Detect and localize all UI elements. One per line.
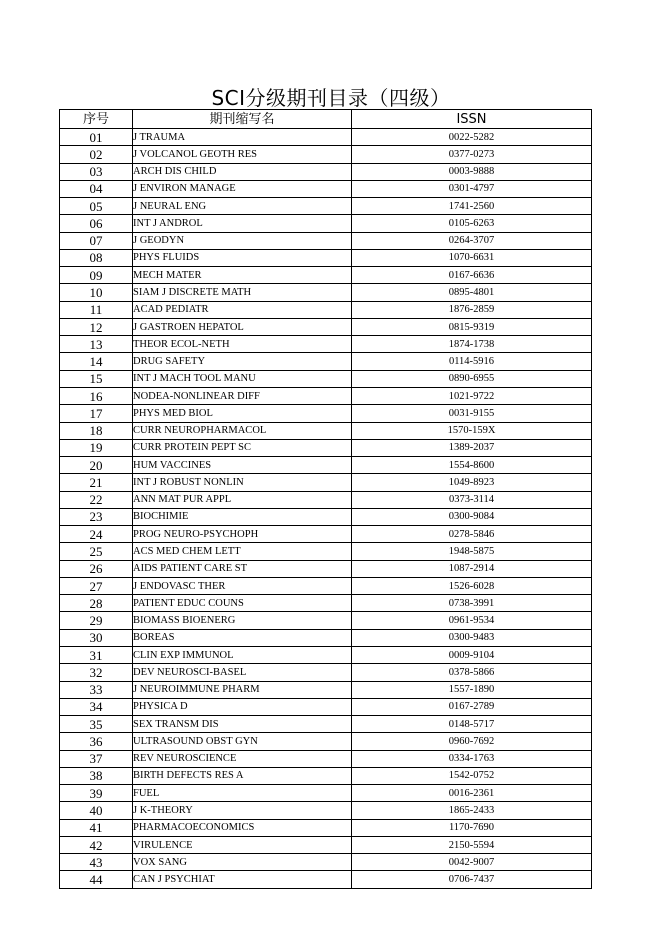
row-number: 03	[60, 163, 133, 180]
row-number: 05	[60, 198, 133, 215]
table-row	[60, 163, 592, 180]
journal-name: INT J ANDROL	[133, 215, 352, 232]
row-number: 15	[60, 370, 133, 387]
table-row	[60, 232, 592, 249]
table-row	[60, 560, 592, 577]
table-row	[60, 767, 592, 784]
row-number: 17	[60, 405, 133, 422]
journal-name: CLIN EXP IMMUNOL	[133, 646, 352, 663]
table-row	[60, 387, 592, 404]
issn-value: 0960-7692	[352, 733, 592, 750]
row-number: 29	[60, 612, 133, 629]
row-number: 16	[60, 387, 133, 404]
table-row	[60, 180, 592, 197]
issn-value: 0009-9104	[352, 646, 592, 663]
journal-name: J ENDOVASC THER	[133, 577, 352, 594]
issn-value: 0114-5916	[352, 353, 592, 370]
issn-value: 1070-6631	[352, 249, 592, 266]
row-number: 26	[60, 560, 133, 577]
row-number: 19	[60, 439, 133, 456]
issn-value: 0890-6955	[352, 370, 592, 387]
table-row	[60, 750, 592, 767]
row-number: 30	[60, 629, 133, 646]
issn-value: 1876-2859	[352, 301, 592, 318]
journal-name: BIRTH DEFECTS RES A	[133, 767, 352, 784]
header-name: 期刊缩写名	[133, 110, 352, 129]
table-row	[60, 267, 592, 284]
row-number: 11	[60, 301, 133, 318]
journal-table	[59, 109, 592, 889]
journal-name: MECH MATER	[133, 267, 352, 284]
row-number: 07	[60, 232, 133, 249]
issn-value: 0706-7437	[352, 871, 592, 888]
issn-value: 0738-3991	[352, 595, 592, 612]
table-row	[60, 491, 592, 508]
issn-value: 0148-5717	[352, 716, 592, 733]
issn-value: 1049-8923	[352, 474, 592, 491]
issn-value: 0105-6263	[352, 215, 592, 232]
issn-value: 0377-0273	[352, 146, 592, 163]
issn-value: 1021-9722	[352, 387, 592, 404]
table-row	[60, 353, 592, 370]
journal-name: DRUG SAFETY	[133, 353, 352, 370]
row-number: 14	[60, 353, 133, 370]
table-row	[60, 284, 592, 301]
journal-name: ARCH DIS CHILD	[133, 163, 352, 180]
issn-value: 0278-5846	[352, 526, 592, 543]
page-title: SCI分级期刊目录（四级）	[211, 86, 451, 110]
issn-value: 0264-3707	[352, 232, 592, 249]
journal-name: J K-THEORY	[133, 802, 352, 819]
journal-name: J GEODYN	[133, 232, 352, 249]
row-number: 27	[60, 577, 133, 594]
journal-name: VOX SANG	[133, 854, 352, 871]
table-row	[60, 318, 592, 335]
issn-value: 1874-1738	[352, 336, 592, 353]
table-header-row	[60, 110, 592, 129]
issn-value: 1948-5875	[352, 543, 592, 560]
row-number: 18	[60, 422, 133, 439]
table-row	[60, 422, 592, 439]
journal-name: AIDS PATIENT CARE ST	[133, 560, 352, 577]
row-number: 09	[60, 267, 133, 284]
issn-value: 1087-2914	[352, 560, 592, 577]
issn-value: 1865-2433	[352, 802, 592, 819]
issn-value: 1570-159X	[352, 422, 592, 439]
row-number: 36	[60, 733, 133, 750]
table-row	[60, 802, 592, 819]
journal-name: PHARMACOECONOMICS	[133, 819, 352, 836]
journal-name: J TRAUMA	[133, 129, 352, 146]
table-row	[60, 681, 592, 698]
issn-value: 1554-8600	[352, 457, 592, 474]
table-row	[60, 733, 592, 750]
journal-name: NODEA-NONLINEAR DIFF	[133, 387, 352, 404]
row-number: 39	[60, 785, 133, 802]
issn-value: 1557-1890	[352, 681, 592, 698]
header-no: 序号	[60, 110, 133, 129]
issn-value: 0022-5282	[352, 129, 592, 146]
table-row	[60, 129, 592, 146]
row-number: 20	[60, 457, 133, 474]
issn-value: 0334-1763	[352, 750, 592, 767]
journal-name: PHYSICA D	[133, 698, 352, 715]
journal-name: ULTRASOUND OBST GYN	[133, 733, 352, 750]
journal-name: INT J ROBUST NONLIN	[133, 474, 352, 491]
row-number: 21	[60, 474, 133, 491]
table-row	[60, 526, 592, 543]
row-number: 25	[60, 543, 133, 560]
journal-name: CAN J PSYCHIAT	[133, 871, 352, 888]
journal-name: J ENVIRON MANAGE	[133, 180, 352, 197]
table-row	[60, 543, 592, 560]
table-row	[60, 301, 592, 318]
issn-value: 0373-3114	[352, 491, 592, 508]
row-number: 06	[60, 215, 133, 232]
issn-value: 1741-2560	[352, 198, 592, 215]
journal-name: J VOLCANOL GEOTH RES	[133, 146, 352, 163]
journal-name: ACAD PEDIATR	[133, 301, 352, 318]
table-row	[60, 646, 592, 663]
table-row	[60, 457, 592, 474]
row-number: 32	[60, 664, 133, 681]
issn-value: 0301-4797	[352, 180, 592, 197]
table-row	[60, 508, 592, 525]
issn-value: 0895-4801	[352, 284, 592, 301]
row-number: 44	[60, 871, 133, 888]
journal-name: J NEUROIMMUNE PHARM	[133, 681, 352, 698]
row-number: 13	[60, 336, 133, 353]
table-row	[60, 249, 592, 266]
row-number: 28	[60, 595, 133, 612]
row-number: 42	[60, 836, 133, 853]
row-number: 33	[60, 681, 133, 698]
issn-value: 0016-2361	[352, 785, 592, 802]
journal-name: SIAM J DISCRETE MATH	[133, 284, 352, 301]
row-number: 04	[60, 180, 133, 197]
row-number: 01	[60, 129, 133, 146]
table-row	[60, 854, 592, 871]
table-row	[60, 871, 592, 888]
issn-value: 0167-2789	[352, 698, 592, 715]
issn-value: 0031-9155	[352, 405, 592, 422]
row-number: 35	[60, 716, 133, 733]
row-number: 37	[60, 750, 133, 767]
row-number: 23	[60, 508, 133, 525]
table-row	[60, 336, 592, 353]
row-number: 10	[60, 284, 133, 301]
journal-name: DEV NEUROSCI-BASEL	[133, 664, 352, 681]
issn-value: 1389-2037	[352, 439, 592, 456]
journal-name: PATIENT EDUC COUNS	[133, 595, 352, 612]
issn-value: 0042-9007	[352, 854, 592, 871]
journal-name: J GASTROEN HEPATOL	[133, 318, 352, 335]
journal-name: PROG NEURO-PSYCHOPH	[133, 526, 352, 543]
journal-name: FUEL	[133, 785, 352, 802]
table-row	[60, 370, 592, 387]
journal-name: SEX TRANSM DIS	[133, 716, 352, 733]
row-number: 34	[60, 698, 133, 715]
row-number: 24	[60, 526, 133, 543]
journal-name: ANN MAT PUR APPL	[133, 491, 352, 508]
issn-value: 0167-6636	[352, 267, 592, 284]
journal-name: BIOCHIMIE	[133, 508, 352, 525]
issn-value: 2150-5594	[352, 836, 592, 853]
journal-name: CURR NEUROPHARMACOL	[133, 422, 352, 439]
table-row	[60, 146, 592, 163]
journal-name: HUM VACCINES	[133, 457, 352, 474]
issn-value: 1542-0752	[352, 767, 592, 784]
row-number: 38	[60, 767, 133, 784]
table-row	[60, 198, 592, 215]
table-row	[60, 836, 592, 853]
journal-name: BOREAS	[133, 629, 352, 646]
issn-value: 0300-9483	[352, 629, 592, 646]
journal-name: THEOR ECOL-NETH	[133, 336, 352, 353]
table-row	[60, 612, 592, 629]
table-row	[60, 577, 592, 594]
header-issn: ISSN	[352, 110, 592, 129]
journal-name: INT J MACH TOOL MANU	[133, 370, 352, 387]
table-row	[60, 595, 592, 612]
row-number: 43	[60, 854, 133, 871]
table-row	[60, 664, 592, 681]
issn-value: 0003-9888	[352, 163, 592, 180]
row-number: 41	[60, 819, 133, 836]
row-number: 22	[60, 491, 133, 508]
table-row	[60, 819, 592, 836]
table-row	[60, 439, 592, 456]
journal-name: REV NEUROSCIENCE	[133, 750, 352, 767]
table-row	[60, 405, 592, 422]
journal-name: PHYS FLUIDS	[133, 249, 352, 266]
table-row	[60, 716, 592, 733]
journal-name: PHYS MED BIOL	[133, 405, 352, 422]
issn-value: 0961-9534	[352, 612, 592, 629]
issn-value: 0300-9084	[352, 508, 592, 525]
row-number: 31	[60, 646, 133, 663]
table-row	[60, 474, 592, 491]
issn-value: 1170-7690	[352, 819, 592, 836]
row-number: 08	[60, 249, 133, 266]
table-row	[60, 215, 592, 232]
issn-value: 1526-6028	[352, 577, 592, 594]
journal-name: J NEURAL ENG	[133, 198, 352, 215]
journal-name: VIRULENCE	[133, 836, 352, 853]
table-row	[60, 629, 592, 646]
row-number: 12	[60, 318, 133, 335]
journal-name: ACS MED CHEM LETT	[133, 543, 352, 560]
table-row	[60, 785, 592, 802]
row-number: 02	[60, 146, 133, 163]
issn-value: 0378-5866	[352, 664, 592, 681]
journal-name: BIOMASS BIOENERG	[133, 612, 352, 629]
table-row	[60, 698, 592, 715]
row-number: 40	[60, 802, 133, 819]
journal-name: CURR PROTEIN PEPT SC	[133, 439, 352, 456]
issn-value: 0815-9319	[352, 318, 592, 335]
